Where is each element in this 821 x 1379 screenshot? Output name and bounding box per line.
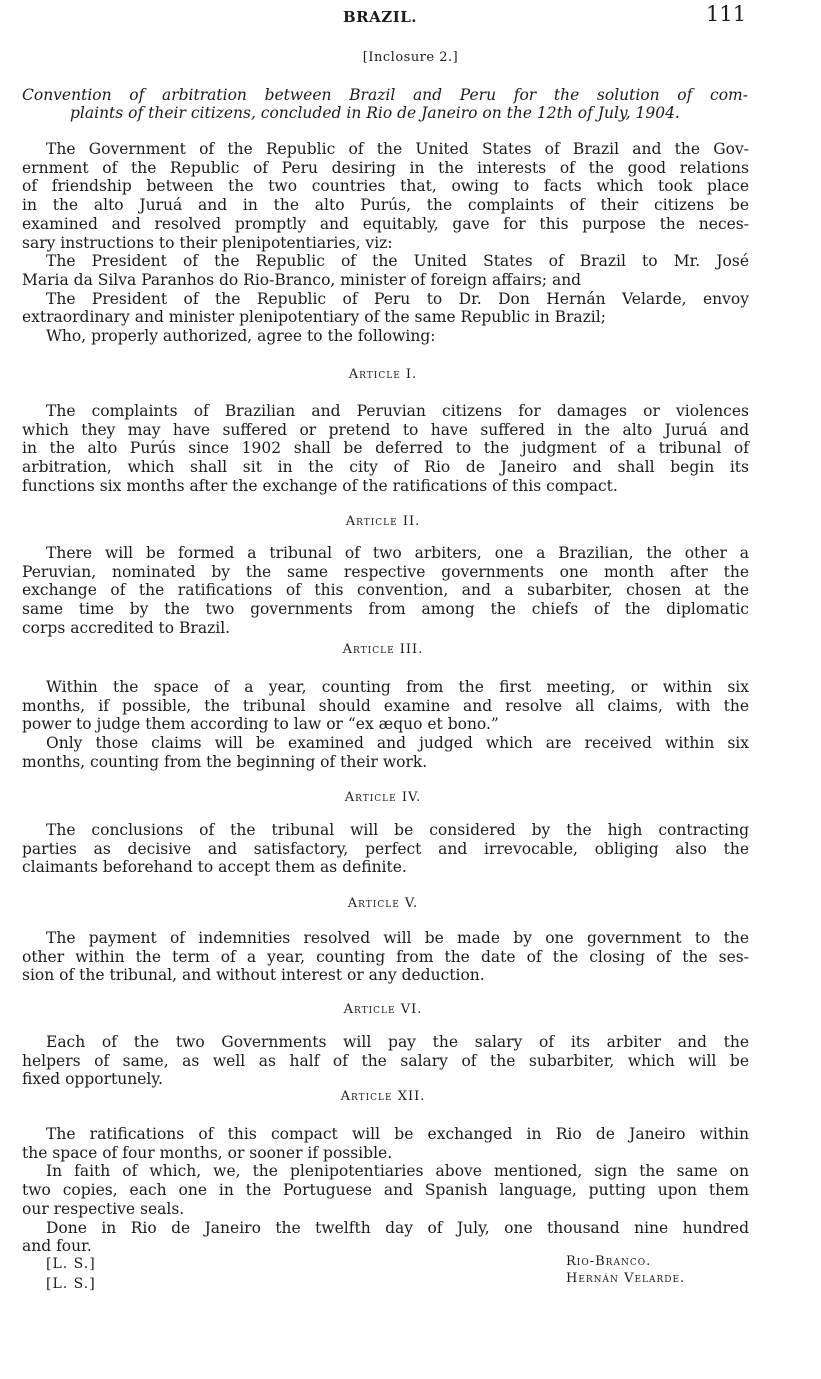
article-1-heading: Article I. [348,367,418,382]
seal-mark: [L. S.] [46,1256,96,1272]
article-line: sion of the tribunal, and without interest or any deduction. [22,966,485,985]
article-line: functions six months after the exchange of the ratifications of this compact. [22,476,618,495]
article-12-text [22,1125,749,1256]
article-line: corps accredited to Brazil. [22,618,231,637]
article-5-text [22,929,749,985]
article-12-heading: Article XII. [340,1089,426,1104]
article-line: There will be formed a tribunal of two arbiters, one a Brazilian, the other a [46,544,749,562]
article-line: The complaints of Brazilian and Peruvian citizens for damages or violences [46,402,749,420]
signer-hernan-velarde: Hernán Velarde. [566,1271,686,1286]
article-line: and four. [22,1237,92,1256]
article-line: Within the space of a year, counting from the first meeting, or within six [46,678,749,696]
article-line: exchange of the ratifications of this convention, and a subarbiter, chosen at the [22,581,749,600]
article-line: The ratifications of this compact will be exchanged in Rio de Janeiro within [46,1125,749,1143]
preamble-line: extraordinary and minister plenipotentiary of the same Republic in Brazil; [22,308,606,327]
article-line: helpers of same, as well as half of the salary of the subarbiter, which will be [22,1051,749,1070]
convention-title-line: plaints of their citizens, concluded in Rio de Janeiro on the 12th of July, 1904. [70,104,680,122]
article-2-heading: Article II. [345,514,421,529]
article-line: power to judge them according to law or “ex æquo et bono.” [22,715,499,734]
article-line: the space of four months, or sooner if possible. [22,1143,393,1162]
page-number: 111 [706,2,747,26]
article-line: Peruvian, nominated by the same respective governments one month after the [22,562,749,581]
preamble-line: The President of the Republic of Peru to Dr. Don Hernán Velarde, envoy [46,289,749,308]
article-line: months, counting from the beginning of their work. [22,752,428,771]
article-1-text [22,402,749,496]
convention-title-line: Convention of arbitration between Brazil and Peru for the solution of com- [22,86,748,104]
article-line: claimants beforehand to accept them as definite. [22,858,407,877]
running-head-title: BRAZIL. [343,8,418,26]
article-line: Only those claims will be examined and judged which are received within six [46,734,749,753]
preamble-line: The President of the Republic of the United States of Brazil to Mr. José [46,252,749,271]
running-head [0,2,821,32]
seal-mark: [L. S.] [46,1276,96,1292]
preamble-line: in the alto Juruá and in the alto Purús, the complaints of their citizens be [22,196,749,215]
preamble-line: of friendship between the two countries that, owing to facts which took place [22,177,749,196]
article-line: In faith of which, we, the plenipotentiaries above mentioned, sign the same on [46,1162,749,1181]
article-line: in the alto Purús since 1902 shall be deferred to the judgment of a tribunal of [22,439,749,458]
inclosure-label: [Inclosure 2.] [362,50,459,65]
article-4-text [22,821,749,877]
article-line: Each of the two Governments will pay the salary of its arbiter and the [46,1033,749,1051]
article-line: The conclusions of the tribunal will be considered by the high contracting [46,821,749,839]
article-line: two copies, each one in the Portuguese and Spanish language, putting upon them [22,1181,749,1200]
article-line: The payment of indemnities resolved will be made by one government to the [46,929,749,947]
signer-rio-branco: Rio-Branco. [566,1254,652,1269]
article-line: months, if possible, the tribunal should examine and resolve all claims, with the [22,696,749,715]
preamble-line: Maria da Silva Paranhos do Rio-Branco, minister of foreign affairs; and [22,270,582,289]
article-line: other within the term of a year, counting from the date of the closing of the ses- [22,947,749,966]
article-line: same time by the two governments from among the chiefs of the diplomatic [22,600,749,619]
article-line: parties as decisive and satisfactory, perfect and irrevocable, obliging also the [22,839,749,858]
article-5-heading: Article V. [347,896,419,911]
preamble-line: Who, properly authorized, agree to the following: [46,327,436,346]
preamble-line: The Government of the Republic of the United States of Brazil and the Gov- [46,140,749,158]
article-2-text [22,544,749,638]
article-6-heading: Article VI. [343,1002,423,1017]
article-3-text [22,678,749,772]
article-3-heading: Article III. [342,642,424,657]
article-line: Done in Rio de Janeiro the twelfth day of July, one thousand nine hundred [46,1218,749,1237]
preamble [22,140,749,346]
article-line: fixed opportunely. [22,1070,163,1089]
article-line: which they may have suffered or pretend to have suffered in the alto Juruá and [22,420,749,439]
preamble-line: sary instructions to their plenipotentiaries, viz: [22,233,393,252]
article-6-text [22,1033,749,1089]
article-4-heading: Article IV. [344,790,422,805]
preamble-line: ernment of the Republic of Peru desiring in the interests of the good relations [22,158,749,177]
preamble-line: examined and resolved promptly and equitably, gave for this purpose the neces- [22,214,749,233]
convention-title [22,86,748,122]
article-line: our respective seals. [22,1199,185,1218]
article-line: arbitration, which shall sit in the city of Rio de Janeiro and shall begin its [22,458,749,477]
